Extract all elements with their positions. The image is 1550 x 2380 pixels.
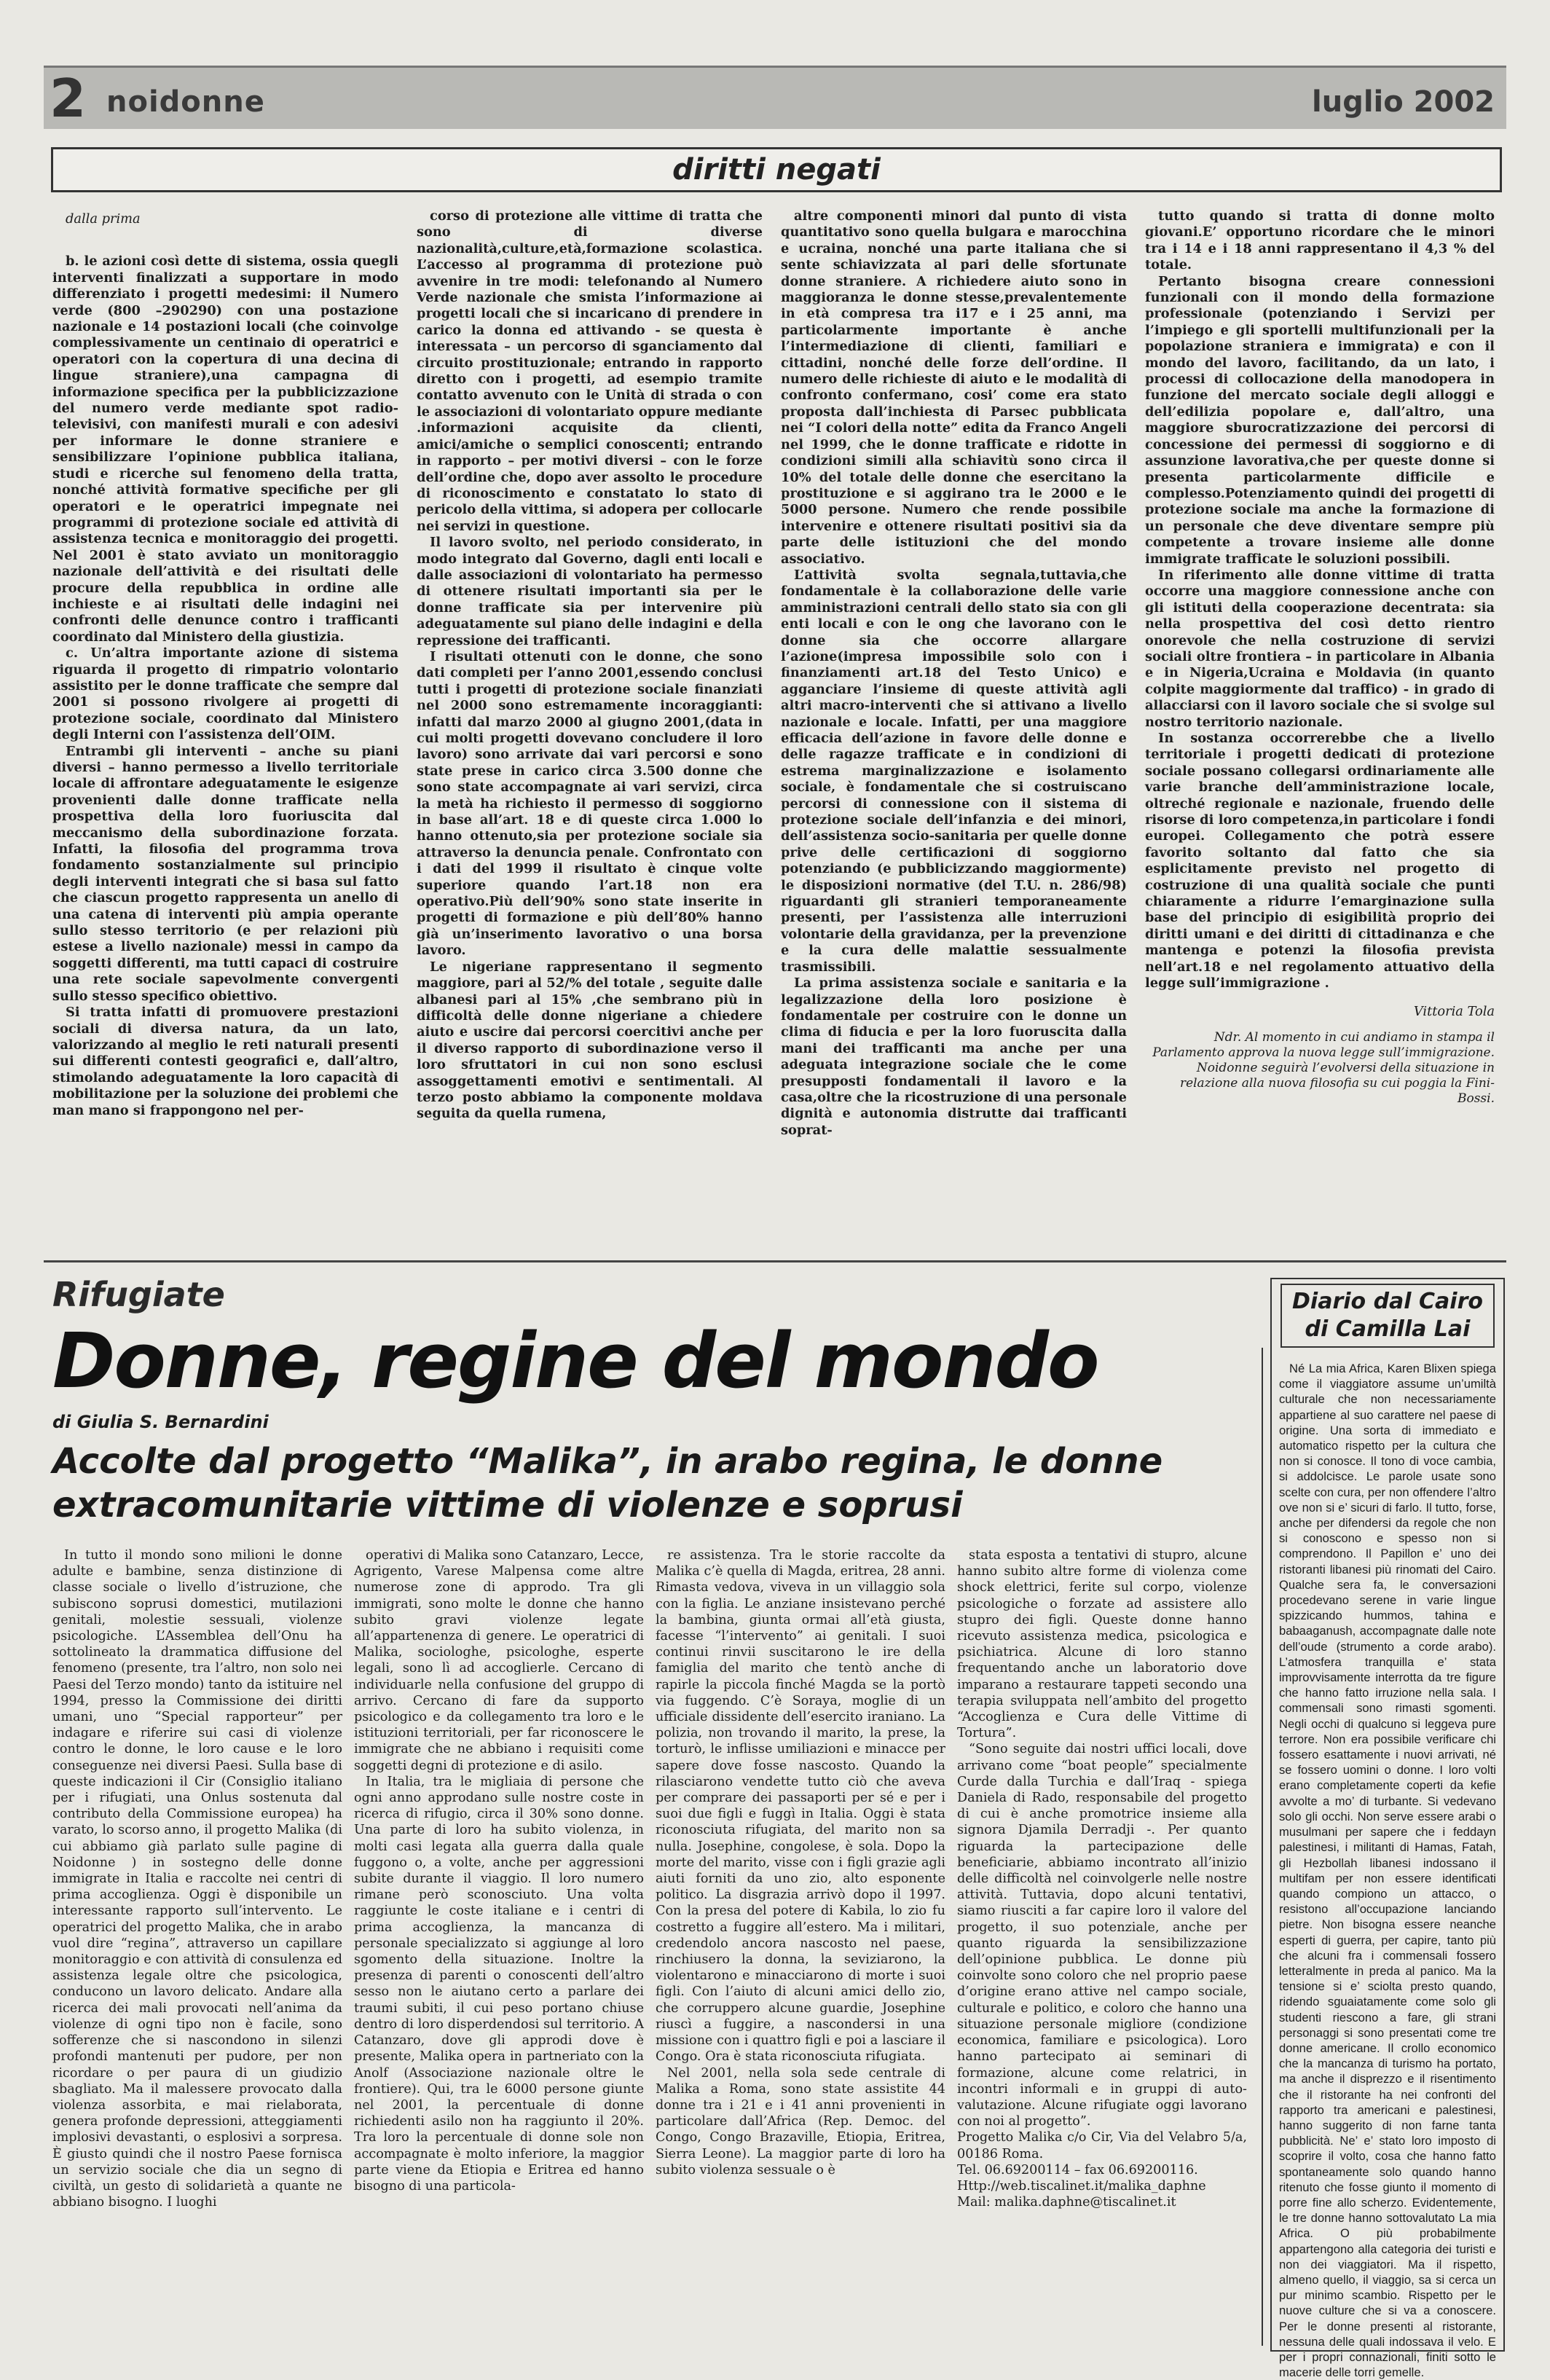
lower-article-column-3 <box>656 1547 945 2178</box>
intro-note: dalla prima <box>66 211 141 227</box>
author-signature: Vittoria Tola <box>1413 1003 1495 1019</box>
top-article-column-3 <box>781 208 1127 1139</box>
paragraph: I risultati ottenuti con le donne, che sono dati completi per l’anno 2001,essendo conclusi tutti i progetti di protezione sociale finanziati nel 2000 sono estremamente incoraggianti: infatti dal marzo 2000 al giugno 2001,(data in cui molti progetti dovevano concludere il loro lavoro) sono arrivate dai vari percorsi e sono state prese in carico circa 3.500 donne che sono state accompagnate ai vari servizi, circa la metà ha richiesto il permesso di soggiorno in base all’art. 18 e di queste circa 1.000 lo hanno ottenuto,sia per protezione sociale sia attraverso la denuncia penale. Confrontato con i dati del 1999 il risultato è cinque volte superiore quando l’art.18 non era operativo.Più dell’90% sono state inserite in progetti di formazione e più dell’80% hanno già un’inserimento lavorativo o una borsa lavoro. <box>417 648 763 959</box>
newspaper-page <box>44 66 1506 2380</box>
paragraph: Si tratta infatti di promuovere prestazioni sociali di diversa natura, da un lato, valorizzando al meglio le reti naturali presenti sui differenti contesti geografici e, dall’altro, stimolando adeguatamente la loro capacità di mobilitazione per la soluzione dei problemi che man mano si frappongono nel per- <box>52 1005 398 1118</box>
contact-address: Progetto Malika c/o Cir, Via del Velabro 5/a, 00186 Roma. <box>957 2130 1247 2161</box>
paragraph: c. Un’altra importante azione di sistema riguarda il progetto di rimpatrio volontario assistito per le donne trafficate che sempre dal 2001 si possono rivolgere ai progetti di protezione sociale, coordinato dal Ministero degli Interni con l’assistenza dell’OIM. <box>52 645 398 743</box>
contact-website: Http://web.tiscalinet.it/malika_daphne <box>957 2178 1206 2194</box>
paragraph: corso di protezione alle vittime di tratta che sono di diverse nazionalità,culture,età,formazione scolastica. L’accesso al programma di protezione può avvenire in tre modi: telefonando al Numero Verde nazionale che smista l’informazione ai progetti locali che si incaricano di prendere in carico la donna ed attivando - se questa è interessata – un percorso di sganciamento dal circuito prostituzionale; entrando in rapporto diretto con i progetti, ad esempio tramite contatto avvenuto con le Unità di strada o con le associazioni di volontariato oppure mediante .informazioni acquisite da clienti, amici/amiche o semplici conoscenti; entrando in rapporto – per motivi diversi – con le forze dell’ordine che, dopo aver assolto le procedure di riconoscimento e constatato lo stato di pericolo della vittima, si adopera per collocarle nei servizi in questione. <box>417 208 763 534</box>
paragraph: b. le azioni così dette di sistema, ossia quegli interventi finalizzati a supportare in modo differenziato i progetti medesimi: il Numero verde (800 –290290) con una postazione nazionale e 14 postazioni locali (che coinvolge complessivamente un centinaio di operatrici e operatori con la copertura di una decina di lingue straniere),una campagna di informazione specifica per la pubblicizzazione del numero verde mediante spot radio-televisivi, con manifesti murali e con adesivi per informare le donne straniere e sensibilizzare l’opinione pubblica italiana, studi e ricerche sul fenomeno della tratta, nonché attività formative specifiche per gli operatori e le operatrici impegnate nei programmi di protezione sociale ed attività di assistenza tecnica e monitoraggio dei progetti. Nel 2001 è stato avviato un monitoraggio nazionale dell’attività e dei risultati delle procure della repubblica in ordine alle inchieste e ai risultati delle indagini nei confronti delle denunce contro i trafficanti coordinato dal Ministero della giustizia. <box>52 254 398 645</box>
page-number: 2 <box>50 68 87 129</box>
paragraph: altre componenti minori dal punto di vista quantitativo sono quella bulgara e marocchina e ucraina, nonché una parte italiana che si sente schiavizzata al pari delle sfortunate donne straniere. A richiedere aiuto sono in maggioranza le donne stesse,prevalentemente in età compresa tra i17 e i 25 anni, ma particolarmente importante è anche l’intermediazione di clienti, familiari e cittadini, nonché delle forze dell’ordine. Il numero delle richieste di aiuto e le modalità di confronto confermano, cosi’ come era stato proposta dall’inchiesta di Parsec pubblicata nei “I colori della notte” edita da Franco Angeli nel 1999, che le donne trafficate e ridotte in condizioni simili alla schiavitù sono circa il 10% del totale delle donne che esercitano la prostituzione e si aggirano tra le 2000 e le 5000 persone. Numero che rende possibile intervenire e ottenere risultati positivi sia da parte delle istituzioni che del mondo associativo. <box>781 208 1128 567</box>
paragraph: In riferimento alle donne vittime di tratta occorre una maggiore connessione anche con gli istituti della cooperazione decentrata: sia nella prospettiva del così detto rientro onorevole che nella costruzione di servizi sociali oltre frontiera – in particolare in Albania e in Nigeria,Ucraina e Moldavia (in quanto colpite maggiormente dal traffico) - in grado di allacciarsi con il lavoro sociale che si svolge sul nostro territorio nazionale. <box>1145 567 1495 730</box>
paragraph: Entrambi gli interventi – anche su piani diversi – hanno permesso a livello territoriale locale di affrontare adeguatamente le esigenze provenienti dalle donne trafficate nella prospettiva della loro fuoriuscita dal meccanismo della subordinazione forzata. Infatti, la filosofia del programma trova fondamento sostanzialmente sul principio degli interventi integrati che si basa sul fatto che ciascun progetto rappresenta un anello di una catena di interventi più ampia operante sullo stesso territorio (e per relazioni più estese a livello nazionale) messi in campo da soggetti differenti, ma tutti capaci di costruire una rete sociale sapevolmente convergenti sullo stesso specifico obiettivo. <box>52 743 398 1004</box>
paragraph: “Sono seguite dai nostri uffici locali, dove arrivano come “boat people” specialmente Curde dalla Turchia e dall’Iraq - spiega Daniela di Rado, responsabile del progetto di cui è anche promotrice insieme alla signora Djamila Derradji -. Per quanto riguarda la partecipazione delle beneficiarie, abbiamo incontrato all’inizio delle difficoltà nel coinvolgerle nelle nostre attività. Tuttavia, dopo alcuni tentativi, siamo riusciti a far capire loro il valore del progetto, il suo potenziale, anche per quanto riguarda la sensibilizzazione dell’opinione pubblica. Le donne più coinvolte sono coloro che nel proprio paese d’origine erano attive nel campo sociale, culturale e politico, e coloro che hanno una situazione personale migliore (condizione economica, familiare e psicologica). Loro hanno partecipato ai seminari di formazione, alcune come relatrici, in incontri informali e in gruppi di auto-valutazione. Alcune rifugiate oggi lavorano con noi al progetto”. <box>957 1742 1247 2129</box>
sidebar-author: di Camilla Lai <box>1305 1316 1471 1342</box>
top-article-column-2 <box>417 208 763 1123</box>
paragraph: stata esposta a tentativi di stupro, alcune hanno subito altre forme di violenza come shock elettrici, ferite sul corpo, violenze psicologiche o forzate ad assistere allo stupro dei figli. Queste donne hanno ricevuto assistenza medica, psicologica e psichiatrica. Alcune di loro stanno frequentando anche un laboratorio dove imparano a restaurare tappeti secondo una terapia sviluppata nell’ambito del progetto “Accoglienza e Cura delle Vittime di Tortura”. <box>957 1548 1247 1741</box>
paragraph: Le nigeriane rappresentano il segmento maggiore, pari al 52/% del totale , seguite dalle albanesi pari al 15% ,che sembrano più in difficoltà delle donne nigeriane a chiedere aiuto e uscire dai percorsi coercitivi anche per il diverso rapporto di subordinazione verso il loro sfruttatori in cui non sono esclusi assoggettamenti emotivi e sentimentali. Al terzo posto abbiamo la componente moldava seguita da quella rumena, <box>417 959 763 1122</box>
sidebar-title-line: Diario dal Cairo <box>1292 1289 1483 1314</box>
lower-article-column-2 <box>354 1547 644 2194</box>
article-headline: Donne, regine del mondo <box>52 1316 1098 1405</box>
paragraph: In sostanza occorrerebbe che a livello territoriale i progetti dedicati di protezione sociale possano collegarsi ordinariamente alle varie branche dell’amministrazione locale, oltreché regionale e nazionale, fruendo delle risorse di loro competenza,in particolare i fondi europei. Collegamento che potrà essere favorito soltanto dal fatto che sia esplicitamente previsto nel progetto di costruzione di una qualità sociale che punti chiaramente a ridurre l’emarginazione sulla base del principio di esigibilità proprio dei diritti umani e dei diritti di cittadinanza e che mantenga e potenzi la filosofia prevista nell’art.18 e nel regolamento attuativo della legge sull’immigrazione . <box>1145 731 1495 991</box>
masthead <box>44 66 1506 129</box>
article-kicker: Rifugiate <box>52 1275 225 1314</box>
top-article-column-1 <box>52 211 398 1119</box>
top-article-column-4 <box>1145 208 1495 1107</box>
article-byline: di Giulia S. Bernardini <box>52 1412 269 1432</box>
contact-phone: Tel. 06.69200114 – fax 06.69200116. <box>957 2162 1198 2177</box>
column-rule <box>1262 1348 1263 2346</box>
paragraph: Il lavoro svolto, nel periodo considerato, in modo integrato dal Governo, dagli enti locali e dalle associazioni di volontariato ha permesso di ottenere risultati importanti sia per le donne trafficate sia per intervenire più adeguatamente sul piano delle indagini e della repressione dei trafficanti. <box>417 535 763 648</box>
paragraph: Pertanto bisogna creare connessioni funzionali con il mondo della formazione professionale (potenziando i Servizi per l’impiego e gli sportelli multifunzionali per la popolazione straniera e immigrata) e con il mondo del lavoro, facilitando, da un lato, i processi di collocazione della manodopera in funzione del mercato sociale degli alloggi e dell’edilizia popolare e, dall’altro, una maggiore sburocratizzazione dei percorsi di concessione dei permessi di soggiorno e di assunzione lavorativa,che per queste donne si presenta particolarmente difficile e complesso.Potenziamento quindi dei progetti di protezione sociale ma anche la formazione di un personale che deve diventare sempre più competente a trovare insieme alle donne immigrate trafficate le soluzioni possibili. <box>1145 273 1495 567</box>
sidebar-title <box>1280 1284 1495 1348</box>
paragraph: tutto quando si tratta di donne molto giovani.E’ opportuno ricordare che le minori tra i 14 e i 18 anni rappresentano il 4,3 % del totale. <box>1145 208 1495 273</box>
paragraph: re assistenza. Tra le storie raccolte da Malika c’è quella di Magda, eritrea, 28 anni. Rimasta vedova, viveva in un villaggio sola con la figlia. Le anziane insistevano perché la bambina, giunta ormai all’età giusta, facesse “l’intervento” ai genitali. I suoi continui rinvii suscitarono le ire della famiglia del marito che tentò anche di rapirle la piccola finché Magda se la portò via fuggendo. C’è Soraya, moglie di un ufficiale dissidente dell’esercito iraniano. La polizia, non trovando il marito, la prese, la torturò, le inflisse umiliazioni e minacce per sapere dove fosse nascosto. Quando la rilasciarono vendette tutto ciò che aveva per comprare dei passaporti per sé e per i suoi due figli e fuggì in Italia. Oggi è stata riconosciuta rifugiata, del marito non sa nulla. Josephine, congolese, è sola. Dopo la morte del marito, visse con i figli grazie agli aiuti forniti da uno zio, alto esponente politico. La disgrazia arrivò dopo il 1997. Con la presa del potere di Kabila, lo zio fu costretto a fuggire all’estero. Ma i militari, credendolo ancora nascosto nel paese, rinchiusero la donna, la seviziarono, la violentarono e minacciarono di morte i suoi figli. Con l’aiuto di alcuni amici dello zio, che corruppero alcune guardie, Josephine riuscì a fuggire, a nascondersi in una missione con i quattro figli e poi a lasciare il Congo. Ora è stata riconosciuta rifugiata. <box>656 1548 945 2065</box>
section-title: diritti negati <box>51 147 1502 192</box>
editor-note: Ndr. Al momento in cui andiamo in stampa il Parlamento approva la nuova legge sull’immigrazione. Noidonne seguirà l’evolversi della situazione in relazione alla nuova filosofia su cui poggia la Fini-Bossi. <box>1152 1029 1495 1106</box>
issue-date: luglio 2002 <box>1312 85 1495 119</box>
paragraph: L’attività svolta segnala,tuttavia,che fondamentale è la collaborazione delle varie amministrazioni centrali dello stato sia con gli enti locali e con le ong che lavorano con le donne sia che occorre allargare l’azione(impresa impossibile solo con i finanziamenti art.18 del Testo Unico) e agganciare l’insieme di queste attività agli altri macro-interventi che si attivano a livello nazionale e locale. Infatti, per una maggiore efficacia dell’azione in favore delle donne e delle ragazze trafficate e in condizioni di estrema marginalizzazione e isolamento sociale, è fondamentale che si costruiscano percorsi di connessione con il sistema di protezione sociale dell’infanzia e dei minori, dell’assistenza socio-sanitaria per quelle donne prive delle certificazioni di soggiorno potenziando (e pubblicizzando maggiormente) le disposizioni normative (del T.U. n. 286/98) riguardanti gli stranieri temporaneamente presenti, per l’assistenza alle interruzioni volontarie della gravidanza, per la prevenzione e la cura delle malattie sessualmente trasmissibili. <box>781 567 1127 975</box>
sidebar-body <box>1279 1361 1496 2380</box>
contact-email: Mail: malika.daphne@tiscalinet.it <box>957 2195 1176 2210</box>
lower-article-column-4 <box>957 1547 1247 2210</box>
publication-name: noidonne <box>106 85 265 119</box>
paragraph: In tutto il mondo sono milioni le donne adulte e bambine, senza distinzione di classe sociale o livello d’istruzione, che subiscono soprusi domestici, mutilazioni genitali, molestie sessuali, violenze psicologiche. L’Assemblea dell’Onu ha sottolineato la drammatica diffusione del fenomeno (presente, tra l’altro, non solo nei Paesi del Terzo mondo) tanto da istituire nel 1994, presso la Commissione dei diritti umani, uno “Special rapporteur” per indagare e riferire sui casi di violenze contro le donne, le loro cause e le loro conseguenze nei diversi Paesi. Sulla base di queste indicazioni il Cir (Consiglio italiano per i rifugiati, una Onlus sostenuta dal contributo della Commissione europea) ha varato, lo scorso anno, il progetto Malika (di cui abbiamo già parlato sulle pagine di Noidonne ) in sostegno delle donne immigrate in Italia e raccolte nei centri di prima accoglienza. Oggi è disponibile un interessante rapporto sull’intervento. Le operatrici del progetto Malika, che in arabo vuol dire “regina”, attraverso un capillare monitoraggio e con attività di consulenza ed assistenza legale oltre che psicologica, conducono un lavoro delicato. Andare alla ricerca dei mali provocati nell’anima da violenze di ogni tipo non è facile, sono sofferenze che si nascondono in silenzi profondi mantenuti per pudore, per non ricordare o per paura di un giudizio sbagliato. Ma il malessere provocato dalla violenza assorbita, e mai rielaborata, genera profonde depressioni, atteggiamenti implosivi devastanti, o esplosivi a sorpresa. È giusto quindi che il nostro Paese fornisca un servizio sociale che dia un segno di civiltà, un gesto di solidarietà a quante ne abbiano bisogno. I luoghi <box>52 1548 342 2210</box>
article-subheadline: Accolte dal progetto “Malika”, in arabo regina, le donne extracomunitarie vittime di violenze e soprusi <box>52 1441 1163 1525</box>
sidebar-box <box>1270 1278 1505 2380</box>
paragraph: In Italia, tra le migliaia di persone che ogni anno approdano sulle nostre coste in ricerca di rifugio, circa il 30% sono donne. Una parte di loro ha subito violenza, in molti casi legata alla guerra dalla quale fuggono o, a volte, anche per aggressioni subite durante il viaggio. Il loro numero rimane però sconosciuto. Una volta raggiunte le coste italiane e i centri di prima accoglienza, la mancanza di personale specializzato si aggiunge al loro sgomento della situazione. Inoltre la presenza di parenti o conoscenti dell’altro sesso non le aiutano certo a parlare dei traumi subiti, il cui peso portano chiuse dentro di loro disperdendosi sul territorio. A Catanzaro, dove gli approdi dove è presente, Malika opera in partneriato con la Anolf (Associazione nazionale oltre le frontiere). Qui, tra le 6000 persone giunte nel 2001, la percentuale di donne richiedenti asilo non ha raggiunto il 20%. Tra loro la percentuale di donne sole non accompagnate è molto inferiore, la maggior parte viene da Etiopia e Eritrea ed hanno bisogno di una particola- <box>354 1774 644 2194</box>
paragraph: Né La mia Africa, Karen Blixen spiega come il viaggiatore assume un’umiltà culturale che non necessariamente appartiene al suo carattere nel paese di origine. Una sorta di immediato e automatico rispetto per la cultura che non si conosce. Il tono di voce cambia, si addolcisce. Le parole usate sono scelte con cura, per non offendere l’altro ove non si e’ sicuri di farlo. Il tutto, forse, anche per difendersi da regole che non si conoscono e spesso non si comprendono. Il Papillon e’ uno dei ristoranti libanesi più rinomati del Cairo. Qualche sera fa, le conversazioni procedevano serene in varie lingue spizzicando hummos, tahina e babaaganush, accompagnate dalle note dell’oude (strumento a corde arabo). L’atmosfera tranquilla e’ stata improvvisamente interrotta da tre figure che hanno fatto irruzione nella sala. I commensali sono rimasti sgomenti. Negli occhi di qualcuno si leggeva pure terrore. Non era possibile verificare chi fossero esattamente i nuovi arrivati, né se fossero uomini o donne. I loro volti erano completamente coperti da kefie avvolte a mo’ di turbante. Si vedevano solo gli occhi. Non serve essere arabi o musulmani per sapere che i feddayn palestinesi, i militanti di Hamas, Fatah, gli Hezbollah libanesi indossano il multifam per non essere identificati quando compiono un attacco, o resistono all’occupazione lanciando pietre. Non bisogna essere neanche esperti di guerra, per capire, tanto più che alcuni fra i commensali fossero letteralmente in preda al panico. Ma la tensione si e’ sciolta presto quando, ridendo sguaiatamente come solo gli studenti riescono a fare, gli strani personaggi si sono presentati come tre donne americane. Il crollo economico che la mancanza di turismo ha portato, ma anche il disprezzo e il risentimento che il ristorante ha nei confronti del rapporto tra americani e palestinesi, hanno suggerito di non farne tanta pubblicità. Ne’ e’ stato loro imposto di scoprire il volto, cosa che hanno fatto spontaneamente solo quando hanno ritenuto che fosse giunto il momento di porre fine allo scherzo. Evidentemente, le tre donne hanno sottovalutato La mia Africa. O più probabilmente appartengono alla categoria dei turisti e non dei viaggiatori. Ma il rispetto, almeno quello, il viaggio, sa si cerca un pur minimo scambio. Rispetto per le nuove culture che si va a conoscere. Per le donne presenti al ristorante, nessuna delle quali indossava il velo. E per i propri connazionali, finiti sotto le macerie delle torri gemelle. <box>1279 1362 1496 2380</box>
paragraph: operativi di Malika sono Catanzaro, Lecce, Agrigento, Varese Malpensa come altre numerose zone di approdo. Tra gli immigrati, sono molte le donne che hanno subito gravi violenze legate all’appartenenza di genere. Le operatrici di Malika, sociologhe, psicologhe, esperte legali, sono lì ad accoglierle. Cercano di individuarle nella confusione del gruppo di arrivo. Cercano di fare da supporto psicologico e da collegamento tra loro e le istituzioni territoriali, per far riconoscere le immigrate che ne abbiano i requisiti come soggetti degni di protezione e di asilo. <box>354 1548 644 1773</box>
paragraph: Nel 2001, nella sola sede centrale di Malika a Roma, sono state assistite 44 donne tra i 21 e i 41 anni provenienti in particolare dall’Africa (Rep. Democ. del Congo, Congo Brazaville, Etiopia, Eritrea, Sierra Leone). La maggior parte di loro ha subito violenza sessuale o è <box>656 2065 945 2177</box>
paragraph: La prima assistenza sociale e sanitaria e la legalizzazione della loro posizione è fondamentale per costruire con le donne un clima di fiducia e per la loro fuoruscita dalla mani dei trafficanti ma anche per una adeguata integrazione sociale che le come presupposti fondamentali il lavoro e la casa,oltre che la ricostruzione di una personale dignità e autonomia distrutte dai trafficanti soprat- <box>781 975 1127 1138</box>
section-divider <box>44 1260 1506 1262</box>
lower-article-column-1 <box>52 1547 342 2210</box>
